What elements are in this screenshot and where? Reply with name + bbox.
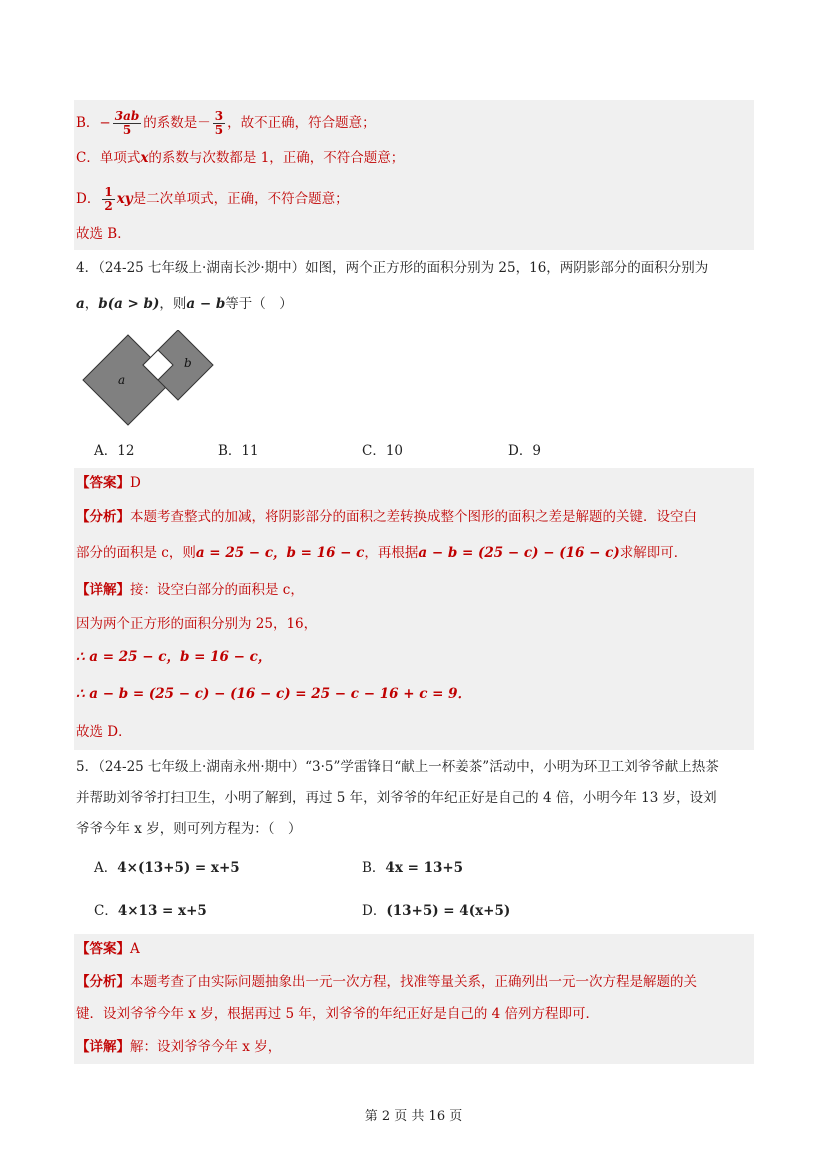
q5-detail-line1: 【详解】解：设刘爷爷今年 x 岁， xyxy=(76,1039,282,1055)
q5-stem-line3: 爷爷今年 x 岁，则可列方程为：（ ） xyxy=(76,821,302,837)
q5-analysis-line2: 键．设刘爷爷今年 x 岁，根据再过 5 年，刘爷爷的年纪正好是自己的 4 倍列方程即可． xyxy=(76,1006,600,1022)
q4-detail-line3: ∴ a = 25 − c，b = 16 − c， xyxy=(76,649,272,665)
q3-choice: 故选 B． xyxy=(76,226,131,242)
q4-option-c: C．10 xyxy=(362,443,404,459)
q4-option-b: B．11 xyxy=(218,443,259,459)
q5-answer: 【答案】A xyxy=(76,941,140,957)
q3-option-d-analysis: D． $\frac{1}{2}$ xy是二次单项式，正确，不符合题意； xyxy=(76,185,349,213)
q5-option-a: A．4×(13+5) = x+5 xyxy=(94,860,240,876)
q4-choice: 故选 D． xyxy=(76,724,132,740)
q4-stem-line2: a，b(a > b)，则a − b等于（ ） xyxy=(76,296,293,312)
q5-analysis-line1: 【分析】本题考查了由实际问题抽象出一元一次方程，找准等量关系，正确列出一元一次方程是解题的关 xyxy=(76,974,697,990)
q3-option-c-analysis: C．单项式x的系数与次数都是 1，正确，不符合题意； xyxy=(76,150,405,166)
q4-answer: 【答案】D xyxy=(76,475,141,491)
q3-option-b-analysis: B．− $\frac{3ab}{5}$ 的系数是－ $\frac{3}{5}$ ，故不正确，符合题意； xyxy=(76,109,376,137)
q4-stem-line1: 4．（24-25 七年级上·湖南长沙·期中）如图，两个正方形的面积分别为 25，16，两阴影部分的面积分别为 xyxy=(76,260,709,276)
page-number-footer: 第 2 页 共 16 页 xyxy=(364,1109,463,1124)
q5-stem-line2: 并帮助刘爷爷打扫卫生，小明了解到，再过 5 年，刘爷爷的年纪正好是自己的 4 倍，小明今年 13 岁，设刘 xyxy=(76,790,717,806)
label-b: b xyxy=(184,356,192,370)
fraction: $\frac{3ab}{5}$ xyxy=(114,109,140,137)
q5-option-c: C．4×13 = x+5 xyxy=(94,903,207,919)
q4-detail-line1: 【详解】接：设空白部分的面积是 c， xyxy=(76,582,304,598)
q5-option-d: D．(13+5) = 4(x+5) xyxy=(362,903,511,919)
q4-detail-line4: ∴ a − b = (25 − c) − (16 − c) = 25 − c − 16 + c = 9． xyxy=(76,686,472,702)
q5-option-b: B．4x = 13+5 xyxy=(362,860,464,876)
q4-squares-figure xyxy=(78,330,218,430)
fraction: $\frac{3}{5}$ xyxy=(214,109,224,137)
q4-detail-line2: 因为两个正方形的面积分别为 25，16， xyxy=(76,616,318,632)
q4-option-a: A．12 xyxy=(94,443,135,459)
label-a: a xyxy=(118,373,126,387)
q4-analysis-line1: 【分析】本题考查整式的加减，将阴影部分的面积之差转换成整个图形的面积之差是解题的关键．设空白 xyxy=(76,509,697,525)
q4-option-d: D．9 xyxy=(508,443,541,459)
q4-analysis-line2: 部分的面积是 c，则a = 25 − c，b = 16 − c，再根据a − b = (25 − c) − (16 − c)求解即可． xyxy=(76,545,688,561)
fraction: $\frac{1}{2}$ xyxy=(104,185,113,213)
q5-stem-line1: 5．（24-25 七年级上·湖南永州·期中）“3·5”学雷锋日“献上一杯姜茶”活动中，小明为环卫工刘爷爷献上热茶 xyxy=(76,759,719,775)
